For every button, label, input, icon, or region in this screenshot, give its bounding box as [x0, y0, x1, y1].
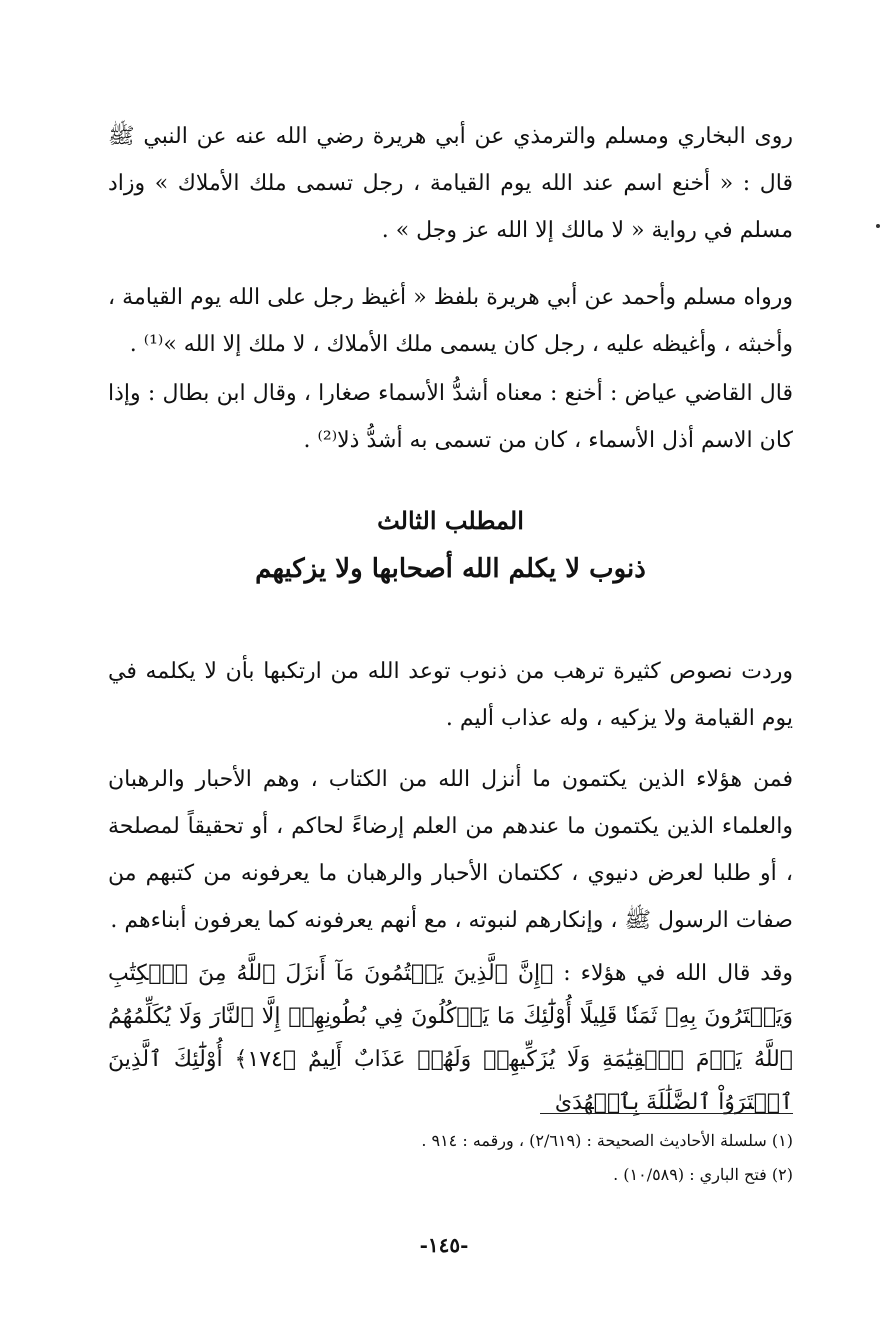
paragraph-hadith-bukhari: روى البخاري ومسلم والترمذي عن أبي هريرة رضي الله عنه عن النبي ﷺ قال : « أخنع اسم عند الله يوم القيامة ، رجل تسمى ملك الأملاك » وزاد مسلم في رواية « لا مالك إلا الله عز وجل » . [108, 124, 793, 243]
scan-speck [876, 224, 880, 228]
paragraph-quran-verse: وقد قال الله في هؤلاء : ﴿إِنَّ ٱلَّذِينَ يَكۡتُمُونَ مَآ أَنزَلَ ٱللَّهُ مِنَ ٱلۡكِتَٰبِ وَيَشۡتَرُونَ بِهِۦ ثَمَنٗا قَلِيلًا أُوْلَٰٓئِكَ مَا يَأۡكُلُونَ فِي بُطُونِهِمۡ إِلَّا ٱلنَّارَ وَلَا يُكَلِّمُهُمُ ٱللَّهُ يَوۡمَ ٱلۡقِيَٰمَةِ وَلَا يُزَكِّيهِمۡ وَلَهُمۡ عَذَابٌ أَلِيمٌ ﴿١٧٤﴾ أُوْلَٰٓئِكَ ٱلَّذِينَ ٱشۡتَرَوُاْ ٱلضَّلَٰلَةَ بِٱلۡهُدَىٰ [108, 961, 793, 1115]
section-title: ذنوب لا يكلم الله أصحابها ولا يزكيهم [255, 554, 646, 584]
paragraph-hadith-muslim: ورواه مسلم وأحمد عن أبي هريرة بلفظ « أغيظ رجل على الله يوم القيامة ، وأخبثه ، وأغيظه عليه ، رجل كان يسمى ملك الأملاك ، لا ملك إلا الله »⁽¹⁾ . [108, 285, 793, 357]
paragraph-intro: وردت نصوص كثيرة ترهب من ذنوب توعد الله من ارتكبها بأن لا يكلمه في يوم القيامة ولا يزكيه ، وله عذاب أليم . [108, 659, 793, 731]
paragraph-concealers: فمن هؤلاء الذين يكتمون ما أنزل الله من الكتاب ، وهم الأحبار والرهبان والعلماء الذين يكتمون ما عندهم من العلم إرضاءً لحاكم ، أو تحقيقاً لمصلحة ، أو طلبا لعرض دنيوي ، ككتمان الأحبار والرهبان ما يعرفونه من كتبهم من صفات الرسول ﷺ ، وإنكارهم لنبوته ، مع أنهم يعرفونه كما يعرفون أبناءهم . [108, 767, 793, 933]
page-number: -١٤٥- [419, 1233, 469, 1257]
footnotes [108, 1124, 793, 1192]
footnote-separator [540, 1113, 793, 1114]
footnote-1: (١) سلسلة الأحاديث الصحيحة : (٢/٦١٩) ، ورقمه : ٩١٤ . [421, 1131, 793, 1150]
footnote-2: (٢) فتح الباري : (١٠/٥٨٩) . [613, 1165, 793, 1184]
paragraph-qadi-iyad: قال القاضي عياض : أخنع : معناه أشدُّ الأسماء صغارا ، وقال ابن بطال : وإذا كان الاسم أذل الأسماء ، كان من تسمى به أشدُّ ذلا⁽²⁾ . [108, 381, 793, 453]
section-heading: المطلب الثالث [377, 506, 524, 535]
